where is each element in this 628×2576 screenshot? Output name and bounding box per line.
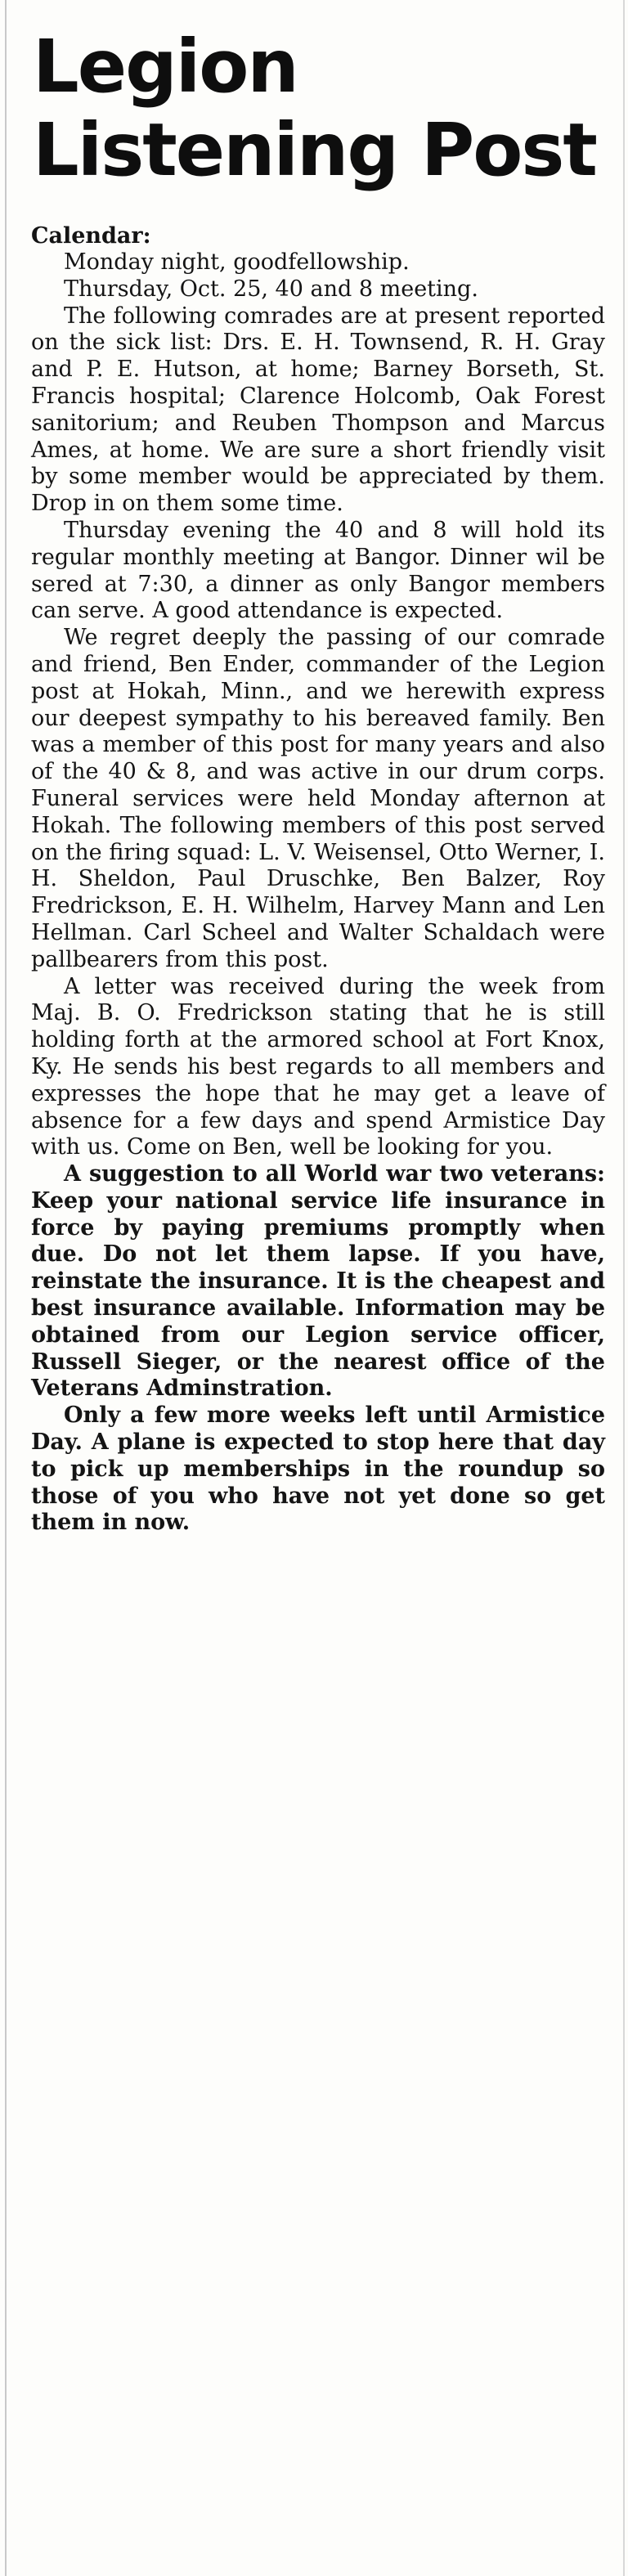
headline-line-1: Legion bbox=[33, 24, 298, 109]
headline bbox=[0, 0, 628, 191]
paragraph-armistice-day: Only a few more weeks left until Armistice Day. A plane is expected to stop here that day to pick up memberships in the roundup so those of you who have not yet done so get them in now. bbox=[31, 1402, 605, 1536]
paragraph-40-and-8-meeting: Thursday evening the 40 and 8 will hold its regular monthly meeting at Bangor. Dinner wil be sered at 7:30, a dinner as only Bangor members can serve. A good attendance is expected. bbox=[31, 517, 605, 624]
column-rule-right bbox=[623, 0, 625, 2576]
paragraph-insurance-suggestion: A suggestion to all World war two veterans: Keep your national service life insurance in force by paying premiums promptly when due. Do not let them lapse. If you have, reinstate the insurance. It is the cheapest and best insurance available. Information may be obtained from our Legion service officer, Russell Sieger, or the nearest office of the Veterans Adminstration. bbox=[31, 1161, 605, 1402]
headline-line-2: Listening Post bbox=[33, 107, 596, 192]
paragraph-calendar-monday: Monday night, goodfellowship. bbox=[64, 249, 410, 275]
article-column bbox=[31, 222, 605, 1537]
paragraph-fredrickson-letter: A letter was received during the week from Maj. B. O. Fredrickson stating that he is still holding forth at the armored school at Fort Knox, Ky. He sends his best regards to all members and expresses the hope that he may get a leave of absence for a few days and spend Armistice Day with us. Come on Ben, well be looking for you. bbox=[31, 973, 605, 1160]
paragraph-sick-list: The following comrades are at present reported on the sick list: Drs. E. H. Townsend, R. H. Gray and P. E. Hutson, at home; Barney Borseth, St. Francis hospital; Clarence Holcomb, Oak Forest sanitorium; and Reuben Thompson and Marcus Ames, at home. We are sure a short friendly visit by some member would be appreciated by them. Drop in on them some time. bbox=[31, 303, 605, 517]
column-rule-left bbox=[5, 0, 7, 2576]
paragraph-ben-ender-obituary: We regret deeply the passing of our comrade and friend, Ben Ender, commander of the Legion post at Hokah, Minn., and we herewith express our deepest sympathy to his bereaved family. Ben was a member of this post for many years and also of the 40 & 8, and was active in our drum corps. Funeral services were held Monday afternon at Hokah. The following members of this post served on the firing squad: L. V. Weisensel, Otto Werner, I. H. Sheldon, Paul Druschke, Ben Balzer, Roy Fredrickson, E. H. Wilhelm, Harvey Mann and Len Hellman. Carl Scheel and Walter Schaldach were pallbearers from this post. bbox=[31, 625, 605, 972]
calendar-label: Calendar: bbox=[31, 223, 151, 249]
paragraph-calendar-thursday: Thursday, Oct. 25, 40 and 8 meeting. bbox=[64, 276, 478, 302]
